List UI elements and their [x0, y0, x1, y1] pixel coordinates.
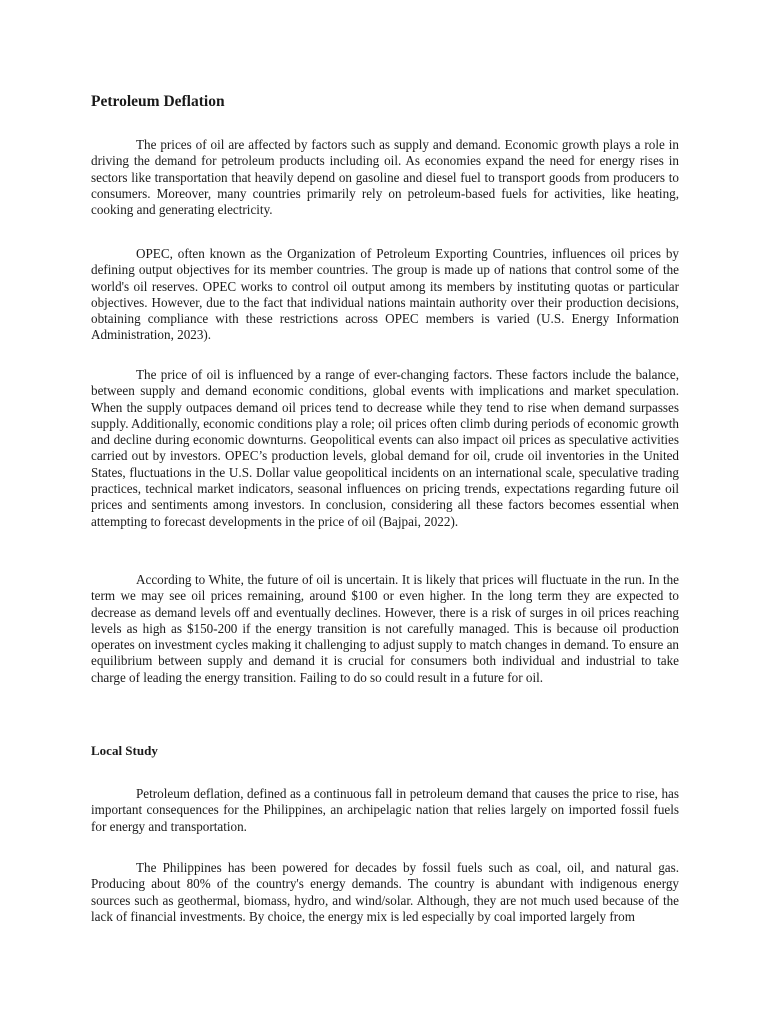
section-heading-local-study: Local Study [91, 743, 158, 758]
page-title: Petroleum Deflation [91, 93, 225, 110]
paragraph-opec: OPEC, often known as the Organization of Petroleum Exporting Countries, influences oil prices by defining output objectives for its member countries. The group is made up of nations that control some of the world's oil reserves. OPEC works to control oil output among its members by instituting quotas or particular objectives. However, due to the fact that individual nations maintain authority over their production decisions, obtaining compliance with these restrictions across OPEC members is varied (U.S. Energy Information Administration, 2023). [91, 246, 679, 343]
paragraph-oil-price-factors: The prices of oil are affected by factors such as supply and demand. Economic growth plays a role in driving the demand for petroleum products including oil. As economies expand the need for energy rises in sectors like transportation that heavily depend on gasoline and diesel fuel to transport goods from producers to consumers. Moreover, many countries primarily rely on petroleum-based fuels for activities, like heating, cooking and generating electricity. [91, 137, 679, 218]
paragraph-future-of-oil: According to White, the future of oil is uncertain. It is likely that prices will fluctuate in the run. In the term we may see oil prices remaining, around $100 or even higher. In the long term they are expected to decrease as demand levels off and eventually declines. However, there is a risk of surges in oil prices reaching levels as high as $150-200 if the energy transition is not carefully managed. This is because oil production operates on investment cycles making it challenging to adjust supply to match changes in demand. To ensure an equilibrium between supply and demand it is crucial for consumers both individual and industrial to take charge of leading the energy transition. Failing to do so could result in a future for oil. [91, 572, 679, 685]
paragraph-local-deflation: Petroleum deflation, defined as a continuous fall in petroleum demand that causes the price to rise, has important consequences for the Philippines, an archipelagic nation that relies largely on imported fossil fuels for energy and transportation. [91, 786, 679, 834]
paragraph-philippines-energy: The Philippines has been powered for decades by fossil fuels such as coal, oil, and natural gas. Producing about 80% of the country's energy demands. The country is abundant with indigenous energy sources such as geothermal, biomass, hydro, and wind/solar. Although, they are not much used because of the lack of financial investments. By choice, the energy mix is led especially by coal imported largely from [91, 860, 679, 924]
paragraph-price-influences: The price of oil is influenced by a range of ever-changing factors. These factors include the balance, between supply and demand economic conditions, global events with implications and market speculation. When the supply outpaces demand oil prices tend to decrease while they tend to rise when demand surpasses supply. Additionally, economic conditions play a role; oil prices often climb during periods of economic growth and decline during economic downturns. Geopolitical events can also impact oil prices as speculative activities carried out by investors. OPEC’s production levels, global demand for oil, crude oil inventories in the United States, fluctuations in the U.S. Dollar value geopolitical incidents on an international scale, speculative trading practices, technical market indicators, seasonal influences on pricing trends, expectations regarding future oil prices and sentiments among investors. In conclusion, considering all these factors becomes essential when attempting to forecast developments in the price of oil (Bajpai, 2022). [91, 367, 679, 529]
